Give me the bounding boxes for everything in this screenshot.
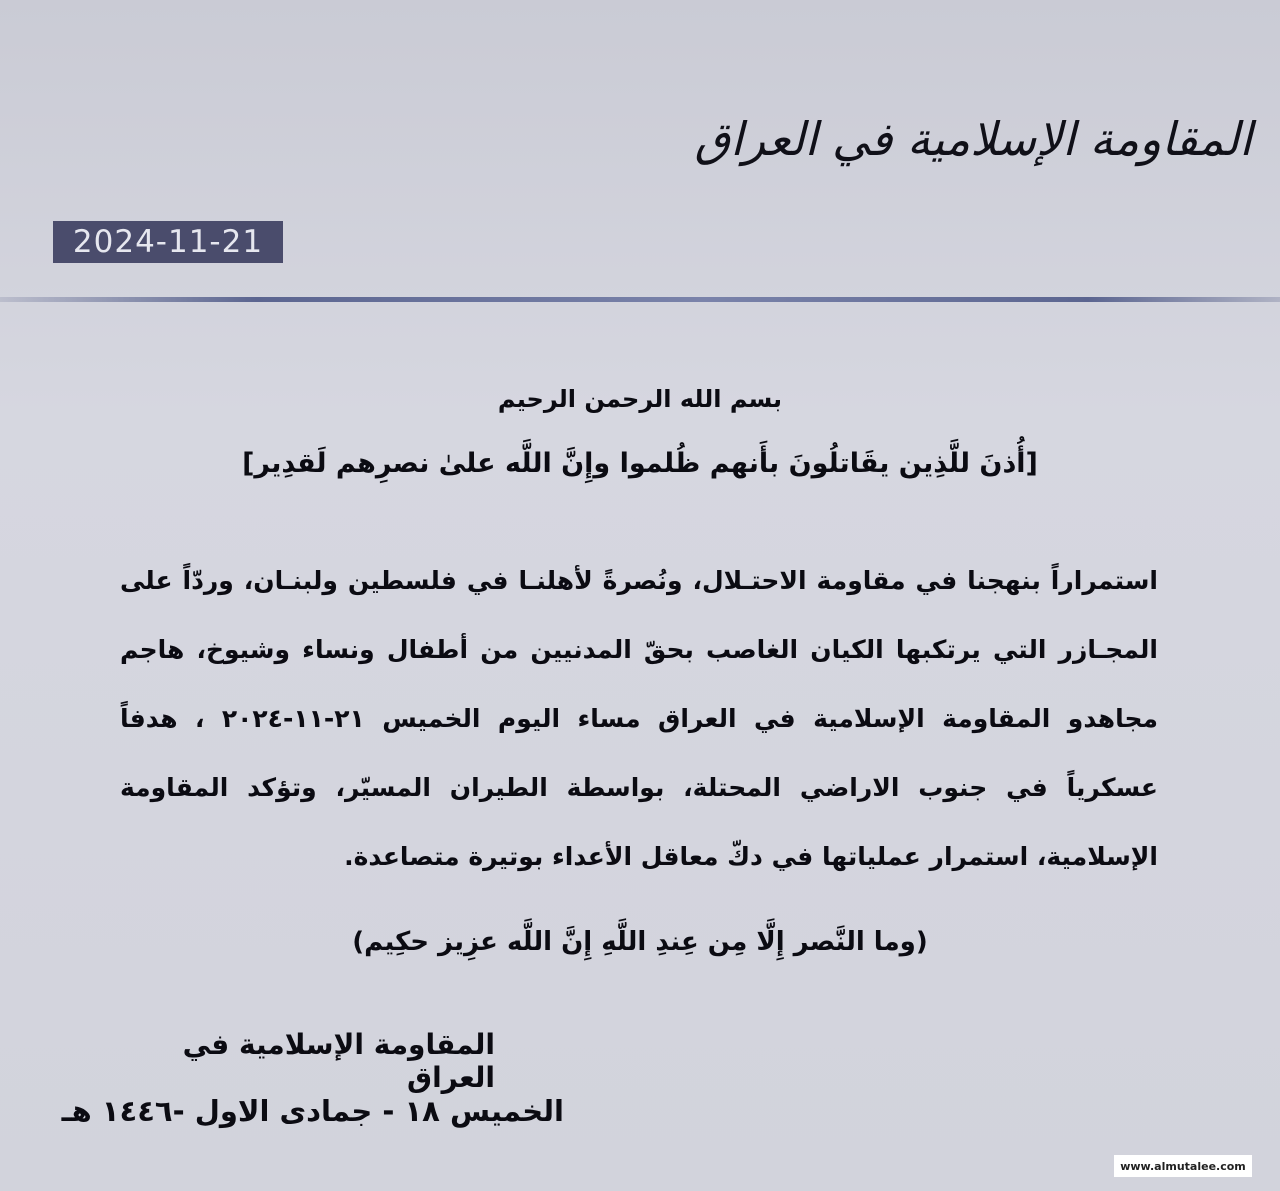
signature-hijri-date: الخميس ١٨ - جمادى الاول -١٤٤٦ هـ [61,1094,564,1128]
opening-verse: [أُذنَ للَّذِين يقَاتلُونَ بأَنهم ظُلموا وإِنَّ اللَّه علىٰ نصرِهم لَقدِير] [242,448,1038,479]
website-watermark: www.almutalee.com [1114,1155,1252,1177]
closing-verse: (وما النَّصر إِلَّا مِن عِندِ اللَّهِ إِنَّ اللَّه عزِيز حكِيم) [352,927,928,957]
date-badge: 2024-11-21 [53,221,283,263]
organization-logo: المقاومة الإسلامية في العراق [694,112,1252,166]
signature-organization: المقاومة الإسلامية في العراق [182,1028,495,1094]
basmala: بسم الله الرحمن الرحيم [497,385,783,413]
statement-body: استمراراً بنهجنا في مقاومة الاحتـلال، ونُصرةً لأهلنـا في فلسطين ولبنـان، وردّاً على المجـازر التي يرتكبها الكيان الغاصب بحقّ المدنيين من أطفال ونساء وشيوخ، هاجم مجاهدو المقاومة الإسلامية في العراق مساء اليوم الخميس ٢١-١١-٢٠٢٤ ، هدفاً عسكرياً في جنوب الاراضي المحتلة، بواسطة الطيران المسيّر، وتؤكد المقاومة الإسلامية، استمرار عملياتها في دكّ معاقل الأعداء بوتيرة متصاعدة. [120,566,1158,871]
divider-line [0,297,1280,302]
